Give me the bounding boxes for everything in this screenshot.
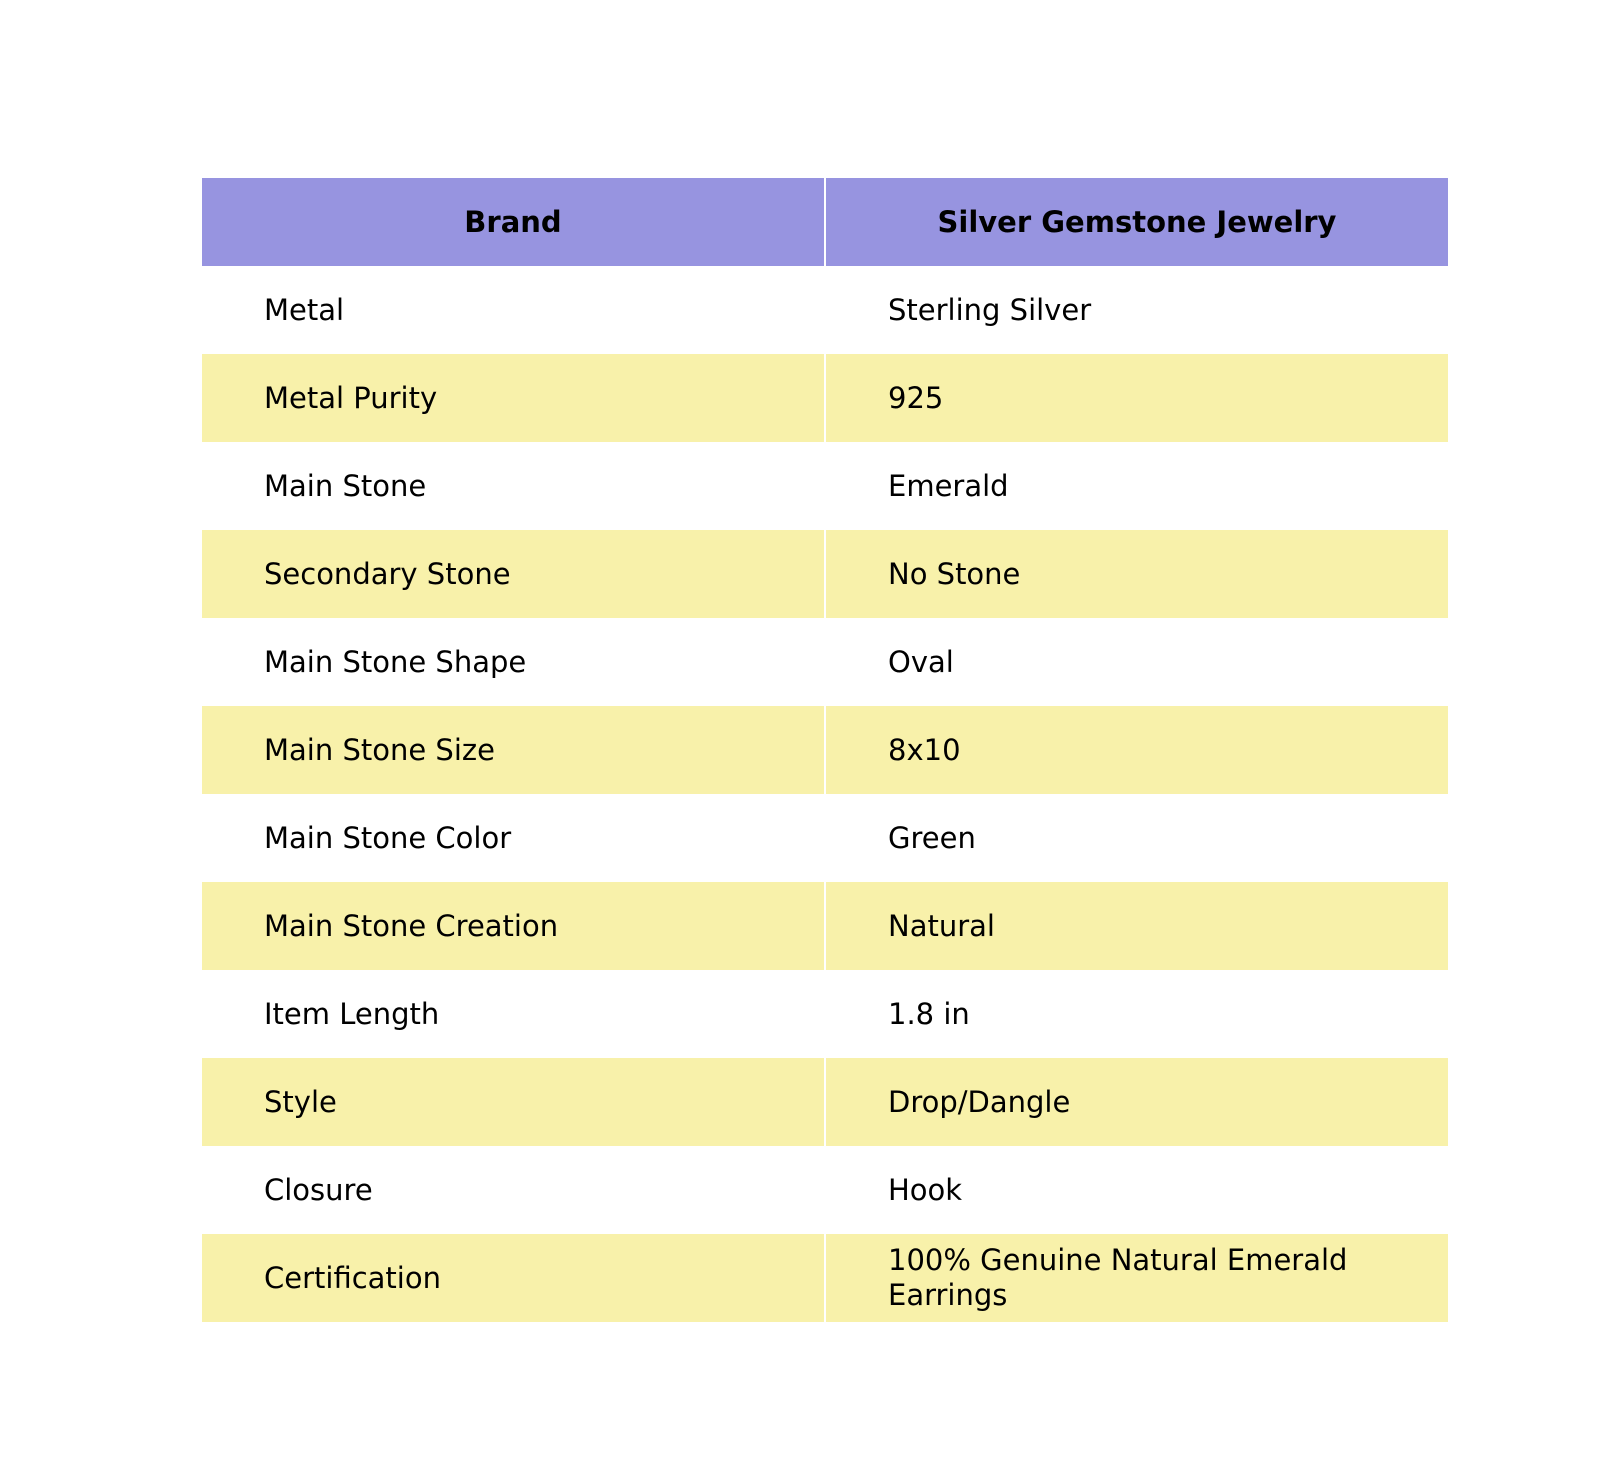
table-row bbox=[202, 354, 1448, 442]
value-cell: Sterling Silver bbox=[825, 266, 1448, 354]
attribute-cell: Main Stone Size bbox=[202, 706, 825, 794]
value-cell: Drop/Dangle bbox=[825, 1058, 1448, 1146]
value-cell: 1.8 in bbox=[825, 970, 1448, 1058]
table-header-row bbox=[202, 178, 1448, 266]
table-row bbox=[202, 1058, 1448, 1146]
value-cell: Oval bbox=[825, 618, 1448, 706]
table-row bbox=[202, 442, 1448, 530]
attribute-cell: Main Stone Creation bbox=[202, 882, 825, 970]
table-row bbox=[202, 530, 1448, 618]
value-cell: Green bbox=[825, 794, 1448, 882]
table-row bbox=[202, 706, 1448, 794]
table-row bbox=[202, 1146, 1448, 1234]
attribute-cell: Closure bbox=[202, 1146, 825, 1234]
header-cell-brand: Brand bbox=[202, 178, 825, 266]
table-row bbox=[202, 970, 1448, 1058]
value-cell: Emerald bbox=[825, 442, 1448, 530]
attribute-cell: Secondary Stone bbox=[202, 530, 825, 618]
value-cell: No Stone bbox=[825, 530, 1448, 618]
table-row bbox=[202, 882, 1448, 970]
value-cell: 925 bbox=[825, 354, 1448, 442]
attribute-cell: Item Length bbox=[202, 970, 825, 1058]
attribute-cell: Certification bbox=[202, 1234, 825, 1322]
attribute-cell: Metal Purity bbox=[202, 354, 825, 442]
value-cell: 8x10 bbox=[825, 706, 1448, 794]
attribute-cell: Main Stone Color bbox=[202, 794, 825, 882]
value-cell: Hook bbox=[825, 1146, 1448, 1234]
header-cell-brand-value: Silver Gemstone Jewelry bbox=[825, 178, 1448, 266]
attribute-cell: Main Stone Shape bbox=[202, 618, 825, 706]
spec-table bbox=[202, 178, 1448, 1322]
table-row bbox=[202, 794, 1448, 882]
table-row bbox=[202, 1234, 1448, 1322]
table-row bbox=[202, 266, 1448, 354]
value-cell: Natural bbox=[825, 882, 1448, 970]
attribute-cell: Metal bbox=[202, 266, 825, 354]
value-cell: 100% Genuine Natural Emerald Earrings bbox=[825, 1234, 1448, 1322]
table-row bbox=[202, 618, 1448, 706]
attribute-cell: Main Stone bbox=[202, 442, 825, 530]
attribute-cell: Style bbox=[202, 1058, 825, 1146]
